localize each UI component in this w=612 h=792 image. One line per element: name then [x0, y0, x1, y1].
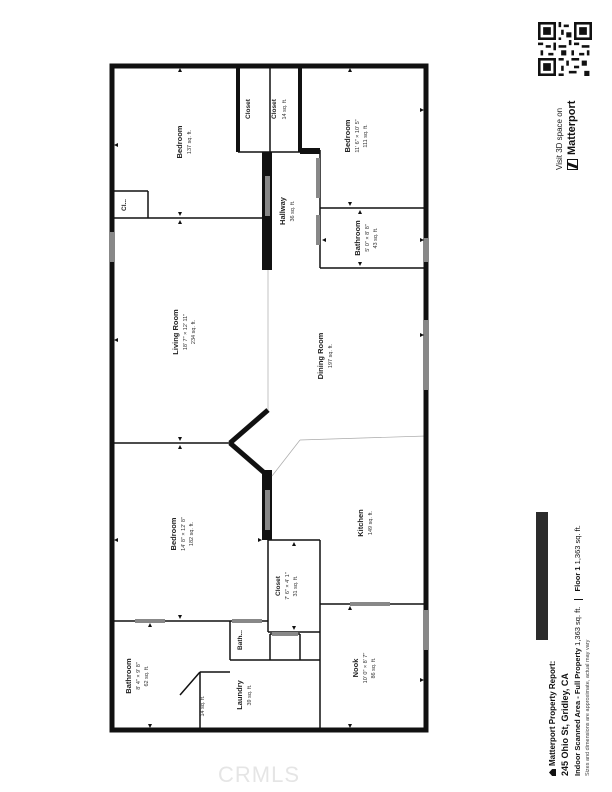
property-report-footer: [548, 525, 591, 776]
hallway-name: Hallway: [278, 197, 287, 225]
home-icon: [549, 769, 556, 776]
nook-dims: 10' 0" × 8' 7": [363, 652, 369, 684]
area-value: 1,363 sq. ft.: [573, 606, 582, 646]
property-address: 245 Ohio St, Gridley, CA: [560, 673, 570, 776]
matterport-name: Matterport: [566, 100, 578, 155]
bathroom-left-dims: 8' 4" × 9' 8": [136, 662, 142, 690]
bedroom-top-area: 137 sq. ft.: [187, 129, 193, 155]
cl-small-name: Cl...: [121, 199, 128, 211]
report-title-text: Matterport Property Report:: [548, 660, 557, 766]
nook-area: 86 sq. ft.: [371, 657, 377, 679]
matterport-brand[interactable]: [566, 101, 578, 170]
floor-value: 1,363 sq. ft.: [573, 525, 582, 565]
bathroom-left-name: Bathroom: [124, 658, 133, 694]
matterport-branding: [555, 101, 578, 170]
matterport-logo-icon: [567, 159, 578, 170]
crmls-watermark: CRMLS: [218, 762, 301, 787]
bedroom-mid-area: 182 sq. ft.: [189, 521, 195, 547]
bedroom-right-area: 111 sq. ft.: [363, 124, 369, 148]
kitchen-area: 149 sq. ft.: [368, 510, 374, 536]
kitchen-name: Kitchen: [356, 509, 365, 537]
area-label: Indoor Scanned Area - Full Property: [573, 647, 582, 776]
footer-bar: [536, 512, 548, 640]
living-room-name: Living Room: [171, 309, 180, 355]
bathroom-right-dims: 5' 0" × 8' 8": [365, 224, 371, 252]
closet-b-area: 14 sq. ft.: [282, 98, 288, 120]
area-summary: [573, 525, 583, 776]
bedroom-mid-dims: 14' 8" × 12' 8": [181, 517, 187, 551]
bedroom-top-name: Bedroom: [175, 125, 184, 159]
nook-name: Nook: [351, 658, 360, 678]
divider: [574, 599, 583, 600]
bath-small-name: Bath...: [237, 630, 244, 650]
small-area-text: 14 sq. ft.: [200, 695, 206, 717]
floor-label: Floor 1: [573, 566, 582, 592]
dining-room-area: 197 sq. ft.: [328, 343, 334, 369]
bedroom-right-name: Bedroom: [343, 119, 352, 153]
bathroom-right-area: 43 sq. ft.: [373, 227, 379, 249]
closet-c-area: 31 sq. ft.: [293, 575, 299, 597]
laundry-name: Laundry: [235, 680, 244, 710]
closet-b-name: Closet: [271, 99, 278, 119]
closet-c-dims: 7' 6" × 4' 1": [285, 572, 291, 600]
qr-code-icon[interactable]: [538, 22, 592, 76]
bedroom-right-dims: 11' 6" × 10' 5": [355, 119, 361, 153]
closet-a-name: Closet: [245, 99, 252, 119]
closet-c-name: Closet: [275, 576, 282, 596]
disclaimer-note: Sizes and dimensions are approximate, actual may vary: [584, 639, 591, 776]
bedroom-mid-name: Bedroom: [169, 517, 178, 551]
bathroom-left-area: 62 sq. ft.: [144, 665, 150, 687]
living-room-area: 234 sq. ft.: [191, 319, 197, 345]
report-title: [548, 525, 557, 776]
hallway-area: 36 sq. ft.: [290, 200, 296, 222]
dining-room-name: Dining Room: [316, 332, 325, 380]
visit-3d-text: Visit 3D space on: [555, 107, 564, 170]
laundry-area: 39 sq. ft.: [247, 684, 253, 706]
bathroom-right-name: Bathroom: [353, 220, 362, 256]
living-room-dims: 18' 7" × 12' 11": [183, 313, 189, 351]
